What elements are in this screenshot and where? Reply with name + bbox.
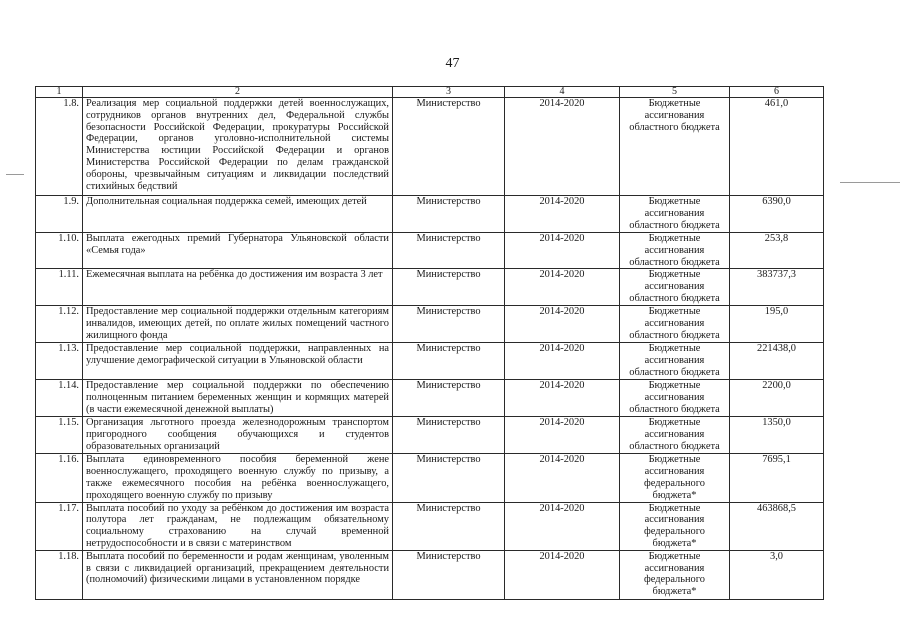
executor: Министерство (393, 454, 505, 502)
header-col-3: 3 (393, 87, 505, 98)
executor: Министерство (393, 269, 505, 306)
amount: 463868,5 (730, 502, 824, 550)
period: 2014-2020 (505, 550, 620, 599)
row-number: 1.9. (36, 196, 83, 233)
amount: 461,0 (730, 98, 824, 196)
funding-source: Бюджетные ассигнования областного бюджета (620, 343, 730, 380)
table-row (36, 417, 824, 454)
measure-name: Предоставление мер социальной поддержки отдельным категориям инвалидов, имеющих детей, по оплате жилых помещений частного жилищного фонда (83, 306, 393, 343)
executor: Министерство (393, 233, 505, 269)
row-number: 1.8. (36, 98, 83, 196)
funding-source: Бюджетные ассигнования областного бюджета (620, 196, 730, 233)
funding-source: Бюджетные ассигнования федерального бюджета* (620, 550, 730, 599)
measure-name: Выплата пособий по беременности и родам женщинам, уволенным в связи с ликвидацией организаций, прекращением деятельности (полномочий) физическими лицами в установленном порядке (83, 550, 393, 599)
table-row (36, 269, 824, 306)
measure-name: Организация льготного проезда железнодорожным транспортом пригородного сообщения обучающихся и студентов образовательных организаций (83, 417, 393, 454)
measure-name: Реализация мер социальной поддержки детей военнослужащих, сотрудников органов внутренних дел, Федеральной службы безопасности Российской Федерации, прокуратуры Российской Федерации, органов уголовно-исполнительной системы Министерства юстиции Российской Федерации и органов Министерства Российской Федерации по делам гражданской обороны, чрезвычайным ситуациям и ликвидации последствий стихийных бедствий (83, 98, 393, 196)
period: 2014-2020 (505, 233, 620, 269)
table-row (36, 196, 824, 233)
amount: 253,8 (730, 233, 824, 269)
funding-source: Бюджетные ассигнования федерального бюджета* (620, 502, 730, 550)
measure-name: Выплата единовременного пособия беременной жене военнослужащего, проходящего военную службу по призыву, а также ежемесячного пособия на ребёнка военнослужащего, проходящего военную службу по призыву (83, 454, 393, 502)
program-table (35, 86, 824, 600)
measure-name: Дополнительная социальная поддержка семей, имеющих детей (83, 196, 393, 233)
funding-source: Бюджетные ассигнования областного бюджета (620, 98, 730, 196)
table-row (36, 550, 824, 599)
measure-name: Предоставление мер социальной поддержки, направленных на улучшение демографической ситуации в Ульяновской области (83, 343, 393, 380)
period: 2014-2020 (505, 417, 620, 454)
row-number: 1.17. (36, 502, 83, 550)
header-col-4: 4 (505, 87, 620, 98)
funding-source: Бюджетные ассигнования областного бюджета (620, 380, 730, 417)
period: 2014-2020 (505, 502, 620, 550)
measure-name: Выплата пособий по уходу за ребёнком до достижения им возраста полутора лет гражданам, не подлежащим обязательному социальному страхованию на случай временной нетрудоспособности и в связи с материнством (83, 502, 393, 550)
row-number: 1.14. (36, 380, 83, 417)
funding-source: Бюджетные ассигнования областного бюджета (620, 269, 730, 306)
period: 2014-2020 (505, 380, 620, 417)
header-col-5: 5 (620, 87, 730, 98)
measure-name: Предоставление мер социальной поддержки по обеспечению полноценным питанием беременных женщин и кормящих матерей (в части ежемесячной денежной выплаты) (83, 380, 393, 417)
row-number: 1.12. (36, 306, 83, 343)
funding-source: Бюджетные ассигнования областного бюджета (620, 417, 730, 454)
amount: 1350,0 (730, 417, 824, 454)
measure-name: Выплата ежегодных премий Губернатора Ульяновской области «Семья года» (83, 233, 393, 269)
funding-source: Бюджетные ассигнования областного бюджета (620, 233, 730, 269)
amount: 221438,0 (730, 343, 824, 380)
amount: 7695,1 (730, 454, 824, 502)
funding-source: Бюджетные ассигнования федерального бюджета* (620, 454, 730, 502)
table-row (36, 380, 824, 417)
table-row (36, 233, 824, 269)
period: 2014-2020 (505, 269, 620, 306)
period: 2014-2020 (505, 306, 620, 343)
table-row (36, 454, 824, 502)
amount: 3,0 (730, 550, 824, 599)
header-col-6: 6 (730, 87, 824, 98)
amount: 195,0 (730, 306, 824, 343)
table-row (36, 98, 824, 196)
period: 2014-2020 (505, 98, 620, 196)
funding-source: Бюджетные ассигнования областного бюджета (620, 306, 730, 343)
row-number: 1.15. (36, 417, 83, 454)
executor: Министерство (393, 196, 505, 233)
page-number: 47 (445, 56, 460, 71)
executor: Министерство (393, 550, 505, 599)
period: 2014-2020 (505, 196, 620, 233)
executor: Министерство (393, 343, 505, 380)
executor: Министерство (393, 380, 505, 417)
header-row (36, 87, 824, 98)
measure-name: Ежемесячная выплата на ребёнка до достижения им возраста 3 лет (83, 269, 393, 306)
amount: 6390,0 (730, 196, 824, 233)
amount: 2200,0 (730, 380, 824, 417)
period: 2014-2020 (505, 454, 620, 502)
executor: Министерство (393, 306, 505, 343)
executor: Министерство (393, 502, 505, 550)
amount: 383737,3 (730, 269, 824, 306)
header-col-2: 2 (83, 87, 393, 98)
table-row (36, 343, 824, 380)
header-col-1: 1 (36, 87, 83, 98)
table-row (36, 502, 824, 550)
period: 2014-2020 (505, 343, 620, 380)
executor: Министерство (393, 417, 505, 454)
row-number: 1.18. (36, 550, 83, 599)
table-row (36, 306, 824, 343)
row-number: 1.10. (36, 233, 83, 269)
scan-artifact-line (6, 174, 24, 175)
executor: Министерство (393, 98, 505, 196)
scan-artifact-line (840, 182, 900, 183)
row-number: 1.11. (36, 269, 83, 306)
row-number: 1.16. (36, 454, 83, 502)
row-number: 1.13. (36, 343, 83, 380)
